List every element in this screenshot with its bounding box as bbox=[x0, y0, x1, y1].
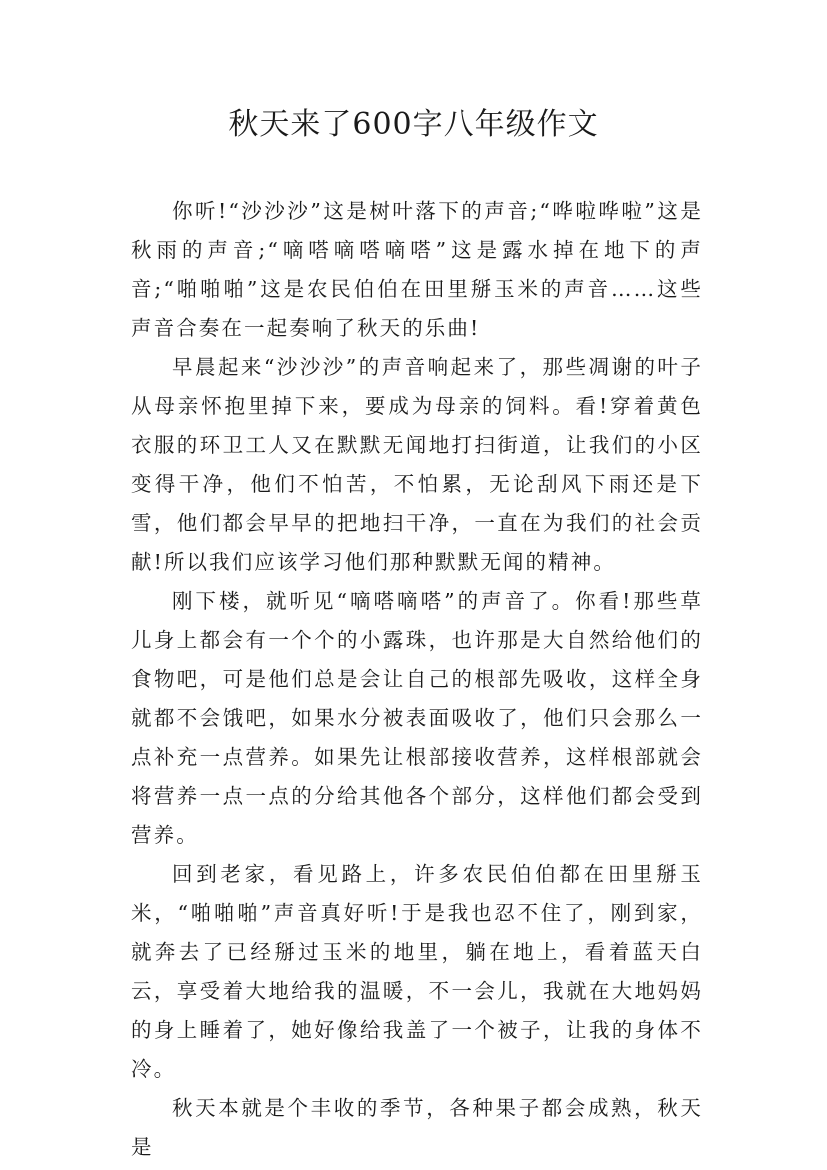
paragraph-1: 你听!“沙沙沙”这是树叶落下的声音;“哗啦哗啦”这是秋雨的声音;“嘀嗒嘀嗒嘀嗒”这是露水掉在地下的声音;“啪啪啪”这是农民伯伯在田里掰玉米的声音……这些声音合奏在一起奏响了秋天的乐曲! bbox=[131, 199, 703, 340]
document-title: 秋天来了600字八年级作文 bbox=[228, 107, 599, 142]
paragraph-3: 刚下楼，就听见“嘀嗒嘀嗒”的声音了。你看!那些草儿身上都会有一个个的小露珠，也许那是大自然给他们的食物吧，可是他们总是会让自己的根部先吸收，这样全身就都不会饿吧，如果水分被表面吸收了，他们只会那么一点补充一点营养。如果先让根部接收营养，这样根部就会将营养一点一点的分给其他各个部分，这样他们都会受到营养。 bbox=[131, 589, 703, 847]
paragraph-5: 秋天本就是个丰收的季节，各种果子都会成熟，秋天是 bbox=[131, 1096, 703, 1159]
document-body bbox=[131, 192, 703, 1167]
paragraph-4: 回到老家，看见路上，许多农民伯伯都在田里掰玉米，“啪啪啪”声音真好听!于是我也忍不住了，刚到家，就奔去了已经掰过玉米的地里，躺在地上，看着蓝天白云，享受着大地给我的温暖，不一会儿，我就在大地妈妈的身上睡着了，她好像给我盖了一个被子，让我的身体不冷。 bbox=[131, 862, 703, 1081]
paragraph-2: 早晨起来“沙沙沙”的声音响起来了，那些凋谢的叶子从母亲怀抱里掉下来，要成为母亲的饲料。看!穿着黄色衣服的环卫工人又在默默无闻地打扫街道，让我们的小区变得干净，他们不怕苦，不怕累，无论刮风下雨还是下雪，他们都会早早的把地扫干净，一直在为我们的社会贡献!所以我们应该学习他们那种默默无闻的精神。 bbox=[131, 355, 703, 574]
